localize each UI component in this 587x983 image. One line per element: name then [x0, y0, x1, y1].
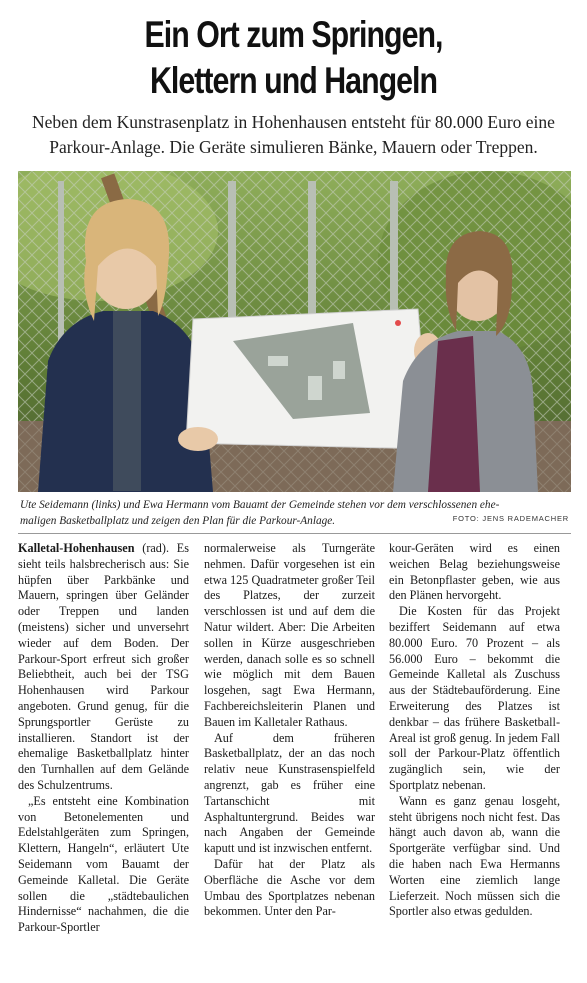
- subheadline-line-1: Neben dem Kunstrasenplatz in Hohenhausen entsteht für 80.000 Euro eine: [32, 112, 555, 132]
- article-paragraph: „Es entsteht eine Kombination von Betonelementen und Edelstahlgeräten zum Springen, Klettern, Hangeln“, erläutert Ute Seidemann vom Bauamt der Gemeinde Kalletal. Die Geräte sollen die „städtebaulichen Hindernisse“ nachahmen, die die Parkour-Sportler: [18, 793, 189, 935]
- headline-line-1: Ein Ort zum Springen,: [144, 14, 443, 55]
- photo-caption: [20, 497, 571, 529]
- headline: [53, 12, 534, 104]
- paragraph-text: (rad). Es sieht teils halsbrecherisch aus: Sie hüpfen über Parkbänke und Mauern, springen über Geländer oder Treppen und landen (meistens) sicher und unversehrt wieder auf dem Boden. Der Parkour-Sport erfreut sich großer Beliebtheit, auch bei der TSG Hohenhausen wird Parkour angeboten. Grund genug, für die Sprungsportler Gerüste zu installieren. Standort ist der ehemalige Basketballplatz hinter den Turnhallen auf dem Gelände des Schulzentrums.: [18, 541, 189, 792]
- article-column-1: [18, 541, 189, 936]
- article-column-2: [204, 541, 375, 920]
- article-photo: [18, 171, 571, 492]
- caption-line-2: maligen Basketballplatz und zeigen den Plan für die Parkour-Anlage.: [20, 515, 336, 527]
- headline-line-2: Klettern und Hangeln: [149, 60, 438, 101]
- caption-divider: [18, 533, 571, 534]
- photo-people-holding-plan-icon: [18, 171, 571, 492]
- article-paragraph: Wann es ganz genau losgeht, steht übrigens noch nicht fest. Das hängt auch davon ab, wann die Sportgeräte verfügbar sind. Und die haben nach Ewa Hermanns Worten eine ziemlich lange Lieferzeit. Noch müssen sich die Sportler also etwas gedulden.: [389, 793, 560, 919]
- article-paragraph: Auf dem früheren Basketballplatz, der an das noch relativ neue Kunstrasenspielfeld angrenzt, gab es früher eine Tartanschicht mit Asphaltuntergrund. Beides war nach Angaben der Gemeinde kaputt und ist inzwischen entfernt.: [204, 730, 375, 856]
- article-column-3: [389, 541, 560, 920]
- photo-credit: FOTO: JENS RADEMACHER: [452, 514, 569, 523]
- caption-line-1: Ute Seidemann (links) und Ewa Hermann vom Bauamt der Gemeinde stehen vor dem verschlossenen ehe-: [20, 499, 500, 511]
- dateline: Kalletal-Hohenhausen: [18, 541, 135, 555]
- subheadline-line-2: Parkour-Anlage. Die Geräte simulieren Bänke, Mauern oder Treppen.: [49, 137, 538, 157]
- article-paragraph: normalerweise als Turngeräte nehmen. Dafür vorgesehen ist ein etwa 125 Quadratmeter großer Teil des Platzes, der zurzeit verschlossen ist und auf dem die Natur wildert. Aber: Die Arbeiten sollen in Kürze ausgeschrieben werden, danach solle es so schnell wie möglich mit dem Bauen losgehen, sagt Ewa Hermann, Fachbereichsleiterin Planen und Bauen im Kalletaler Rathaus.: [204, 541, 375, 729]
- subheadline: [10, 110, 577, 160]
- article-paragraph: Die Kosten für das Projekt beziffert Seidemann auf etwa 80.000 Euro. 70 Prozent – als 56.000 Euro – bekommt die Gemeinde Kalletal als Zuschuss aus der Städtebauförderung. Eine Erweiterung des Platzes ist denkbar – das frühere Basketball-Areal ist groß genug. In jedem Fall soll der Parkour-Platz öffentlich zugänglich sein, wie der Sportplatz nebenan.: [389, 604, 560, 792]
- article-paragraph: [18, 541, 189, 794]
- article-paragraph: kour-Geräten wird es einen weichen Belag beziehungsweise ein Betonpflaster geben, wie aus den Plänen hervorgeht.: [389, 541, 560, 603]
- article-paragraph: Dafür hat der Platz als Oberfläche die Asche vor dem Umbau des Sportplatzes nebenan bekommen. Unter den Par-: [204, 856, 375, 919]
